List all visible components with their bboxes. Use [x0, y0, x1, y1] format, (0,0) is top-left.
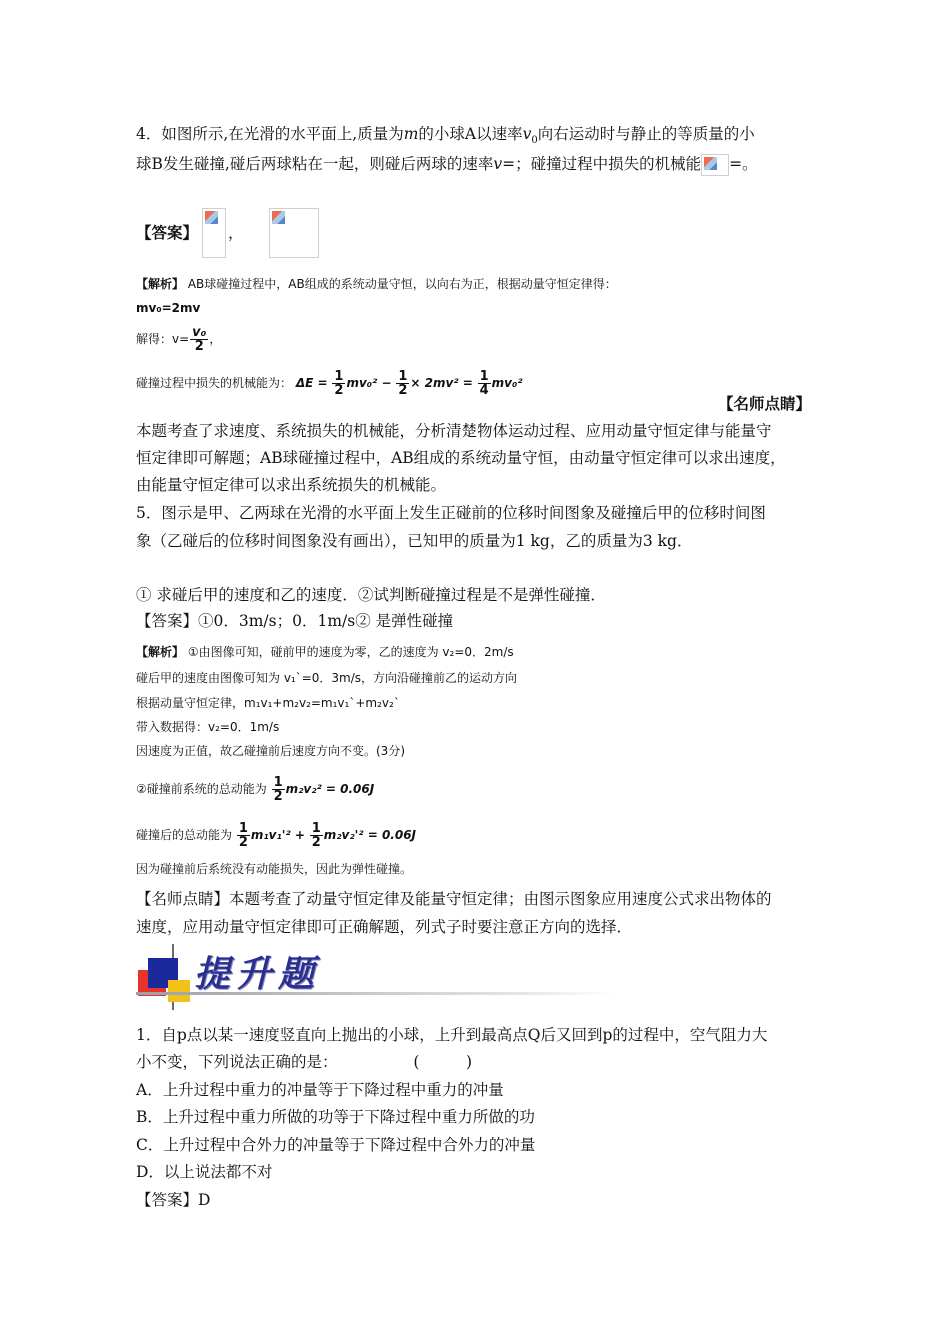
q4-analysis-1 [136, 275, 617, 293]
p1-text: 小不变，下列说法正确的是： [136, 1053, 338, 1071]
option-b: B．上升过程中重力所做的功等于下降过程中重力所做的功 [136, 1108, 535, 1126]
formula-part: × 2mv² = [410, 376, 473, 390]
var-v0: v [522, 125, 532, 143]
p1-stem-2 [136, 1051, 472, 1073]
q4-text: 4．如图所示,在光滑的水平面上,质量为 [136, 125, 404, 143]
q4-text: 球B发生碰撞,碰后两球粘在一起，则碰后两球的速率 [136, 155, 494, 173]
q5-line3: ① 求碰后甲的速度和乙的速度．②试判断碰撞过程是不是弹性碰撞． [136, 586, 606, 604]
fraction-den: 2 [238, 835, 248, 850]
q5-line1: 5．图示是甲、乙两球在光滑的水平面上发生正碰前的位移时间图象及碰撞后甲的位移时间图 [136, 504, 766, 522]
punct: ， [209, 332, 222, 346]
momentum-equation: mv₀=2mv [136, 301, 201, 315]
fraction [190, 326, 208, 353]
q4-text: 的小球A以速率 [418, 125, 523, 143]
fraction [478, 370, 491, 397]
q5-answer: 【答案】①0．3m/s；0．1m/s② 是弹性碰撞 [136, 612, 454, 630]
banner-decoration [168, 980, 190, 1002]
fraction-num: 1 [273, 775, 283, 790]
fraction [272, 776, 285, 803]
analysis-label: 【解析】 [136, 277, 185, 291]
analysis-text: ①由图像可知，碰前甲的速度为零，乙的速度为 v₂=0．2m/s [187, 645, 514, 659]
fraction-den: 2 [398, 383, 408, 398]
formula-part: mv₀² [491, 376, 523, 390]
formula-part: ΔE = [295, 376, 328, 390]
option-a: A．上升过程中重力的冲量等于下降过程中重力的冲量 [136, 1081, 504, 1099]
analysis-label: 【解析】 [136, 645, 185, 659]
analysis-text: 因为碰撞前后系统没有动能损失，因此为弹性碰撞。 [136, 862, 413, 876]
fraction-num: 1 [334, 369, 344, 384]
answer-label: 【答案】 [136, 223, 199, 242]
analysis-text: 带入数据得：v₂=0．1m/s [136, 720, 280, 734]
var-v0-sub: 0 [531, 135, 538, 147]
q5-energy-after [136, 822, 416, 849]
fraction-den: 2 [334, 383, 344, 398]
analysis-text: 碰撞后的总动能为 [136, 828, 233, 842]
analysis-text: 根据动量守恒定律，m₁v₁+m₂v₂=m₁v₁`+m₂v₂` [136, 696, 400, 710]
q5-analysis-1 [136, 643, 514, 661]
answer-blank: ( ) [413, 1053, 472, 1071]
q4-text: =。 [729, 155, 758, 173]
answer-separator: ， [228, 224, 244, 242]
fraction-den: 4 [479, 383, 489, 398]
fraction [396, 370, 409, 397]
fraction [237, 822, 250, 849]
formula-part: m₂v₂² = 0.06J [285, 782, 375, 796]
var-m: m [403, 125, 419, 143]
fraction [310, 822, 323, 849]
banner-title: 提升题 [194, 954, 321, 995]
q4-line1 [136, 123, 755, 152]
section-banner [136, 944, 616, 1010]
broken-image-icon [701, 154, 729, 176]
q4-text: 向右运动时与静止的等质量的小 [537, 125, 755, 143]
teacher-note-text: 本题考查了求速度、系统损失的机械能，分析清楚物体运动过程、应用动量守恒定律与能量守 [136, 422, 772, 440]
formula-part: m₂v₂'² = 0.06J [323, 828, 417, 842]
fraction-num: 1 [311, 821, 321, 836]
formula-part: mv₀² − [346, 376, 392, 390]
analysis-text: ②碰撞前系统的总动能为 [136, 782, 267, 796]
q4-line2 [136, 153, 758, 176]
loss-label: 碰撞过程中损失的机械能为： [136, 376, 293, 390]
fraction [332, 370, 345, 397]
teacher-note-text: 由能量守恒定律可以求出系统损失的机械能。 [136, 476, 447, 494]
fraction-den: 2 [311, 835, 321, 850]
fraction-num: 1 [398, 369, 408, 384]
fraction-den: 2 [273, 789, 283, 804]
p1-answer: 【答案】D [136, 1191, 211, 1209]
teacher-note-label: 【名师点睛】 [718, 394, 812, 413]
var-v: v [493, 155, 503, 173]
fraction-den: 2 [194, 339, 204, 354]
analysis-text: AB球碰撞过程中，AB组成的系统动量守恒，以向右为正，根据动量守恒定律得： [187, 277, 617, 291]
q5-line2: 象（乙碰后的位移时间图象没有画出），已知甲的质量为1 kg，乙的质量为3 kg． [136, 532, 693, 550]
broken-image-icon [269, 208, 319, 258]
fraction-num: 1 [479, 369, 489, 384]
solve-label: 解得：v= [136, 332, 190, 346]
q5-energy-before [136, 776, 374, 803]
analysis-text: 因速度为正值，故乙碰撞前后速度方向不变。(3分) [136, 744, 405, 758]
q4-text: =；碰撞过程中损失的机械能 [502, 155, 702, 173]
broken-image-icon [202, 208, 226, 258]
formula-part: m₁v₁'² + [250, 828, 305, 842]
fraction-num: v₀ [192, 325, 207, 340]
teacher-note-text: 恒定律即可解题；AB球碰撞过程中，AB组成的系统动量守恒，由动量守恒定律可以求出速度， [136, 449, 786, 467]
fraction-num: 1 [238, 821, 248, 836]
q4-solve [136, 326, 221, 353]
q4-answer [136, 222, 198, 244]
teacher-note-text: 速度，应用动量守恒定律即可正确解题，列式子时要注意正方向的选择． [136, 918, 633, 936]
q4-loss [136, 370, 523, 397]
analysis-text: 碰后甲的速度由图像可知为 v₁`=0．3m/s，方向沿碰撞前乙的运动方向 [136, 671, 518, 685]
p1-stem: 1．自p点以某一速度竖直向上抛出的小球，上升到最高点Q后又回到p的过程中，空气阻力大 [136, 1026, 768, 1044]
teacher-note-text: 【名师点睛】本题考查了动量守恒定律及能量守恒定律；由图示图象应用速度公式求出物体的 [136, 890, 772, 908]
option-c: C．上升过程中合外力的冲量等于下降过程中合外力的冲量 [136, 1136, 536, 1154]
option-d: D．以上说法都不对 [136, 1163, 273, 1181]
